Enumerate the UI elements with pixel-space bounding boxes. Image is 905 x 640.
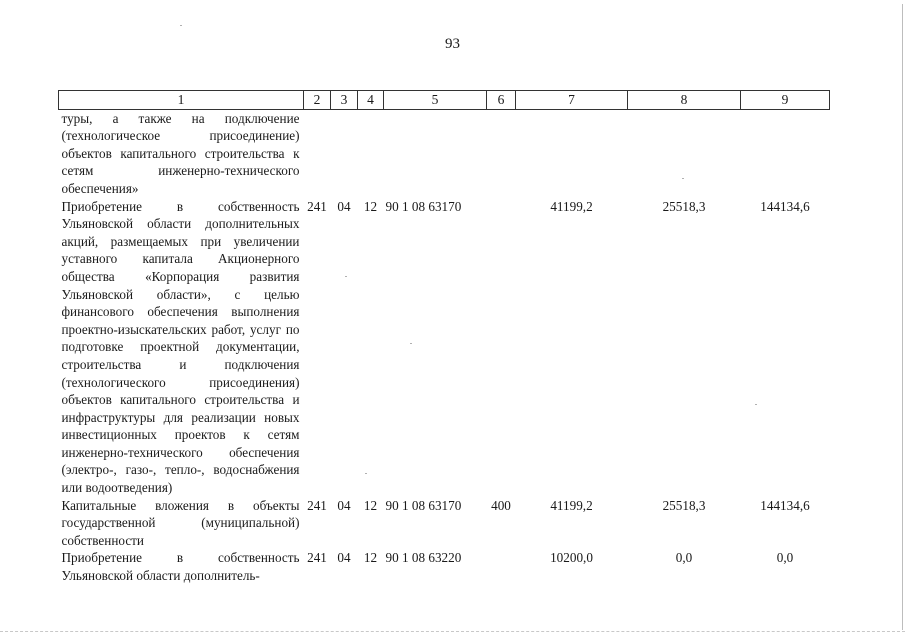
cell-amount-year3: 144134,6 [760, 497, 810, 513]
row-description: Приобретение в собственность Ульяновской области дополнительных акций, размещаемых при увеличении уставного капитала Акционерного общества «Корпорация развития Ульяновской области», с целью финансового обеспечения выполнения проектно-изыскательских работ, услуг по подготовке проектной документации, строительства и подключения (технологического присоединения) объектов капитального строительства и инфраструктуры для реализации новых инвестиционных проектов к сетям инженерно-технического обеспечения (электро-, газо-, тепло-, водоснабжения или водоотведения) [61, 198, 300, 496]
cell-target-article: 90 1 08 63170 [385, 198, 462, 214]
cell-target-article: 90 1 08 63220 [385, 550, 462, 566]
cell-expense-type: 400 [491, 497, 511, 513]
column-header: 5 [384, 91, 487, 110]
cell-amount-year1: 41199,2 [550, 497, 593, 513]
cell-amount-year1 [516, 109, 628, 197]
table-row [59, 198, 830, 497]
page-bottom-edge [0, 631, 905, 632]
cell-admin-code: 241 [307, 497, 327, 513]
row-description: туры, а также на подключение (технологическое присоединение) объектов капитального строительства к сетям инженерно-технического обеспечения» [61, 110, 300, 196]
table-row [59, 497, 830, 550]
table-row [59, 109, 830, 197]
cell-admin-code: 241 [307, 550, 327, 566]
scan-speck [365, 473, 367, 474]
cell-target-article: 90 1 08 63170 [385, 497, 462, 513]
cell-subsection [358, 109, 384, 197]
scan-speck [180, 25, 182, 26]
table-row [59, 549, 830, 584]
budget-table [58, 90, 830, 585]
cell-amount-year1: 10200,0 [550, 550, 593, 566]
cell-amount-year1: 41199,2 [550, 198, 593, 214]
scan-speck [755, 404, 757, 405]
row-description: Капитальные вложения в объекты государственной (муниципальной) собственности [61, 497, 300, 548]
cell-expense-type [487, 549, 516, 584]
cell-section: 04 [337, 497, 351, 513]
cell-amount-year3: 144134,6 [760, 198, 810, 214]
cell-subsection: 12 [363, 198, 378, 214]
cell-admin-code: 241 [307, 198, 327, 214]
column-header: 6 [487, 91, 516, 110]
cell-section [331, 109, 358, 197]
page-edge-line [902, 4, 903, 630]
row-description: Приобретение в собственность Ульяновской области дополнитель- [61, 550, 300, 584]
cell-expense-type [487, 109, 516, 197]
page-number: 93 [445, 36, 460, 52]
cell-admin-code [304, 109, 331, 197]
cell-section: 04 [337, 198, 351, 214]
cell-section: 04 [337, 550, 351, 566]
cell-subsection: 12 [363, 497, 378, 513]
column-header: 3 [331, 91, 358, 110]
cell-amount-year2: 25518,3 [662, 198, 706, 214]
column-header: 2 [304, 91, 331, 110]
cell-target-article [384, 109, 487, 197]
column-header: 8 [628, 91, 741, 110]
column-header: 7 [516, 91, 628, 110]
column-header: 4 [358, 91, 384, 110]
cell-amount-year3 [741, 109, 830, 197]
column-header: 9 [741, 91, 830, 110]
cell-amount-year2: 25518,3 [662, 497, 706, 513]
scan-speck [682, 178, 684, 179]
cell-subsection: 12 [363, 550, 378, 566]
table-header-row [59, 91, 830, 110]
column-header: 1 [59, 91, 304, 110]
cell-amount-year2 [628, 109, 741, 197]
scan-speck [345, 276, 347, 277]
cell-amount-year3: 0,0 [776, 550, 794, 566]
cell-expense-type [487, 198, 516, 497]
cell-amount-year2: 0,0 [675, 550, 693, 566]
scan-speck [410, 343, 412, 344]
